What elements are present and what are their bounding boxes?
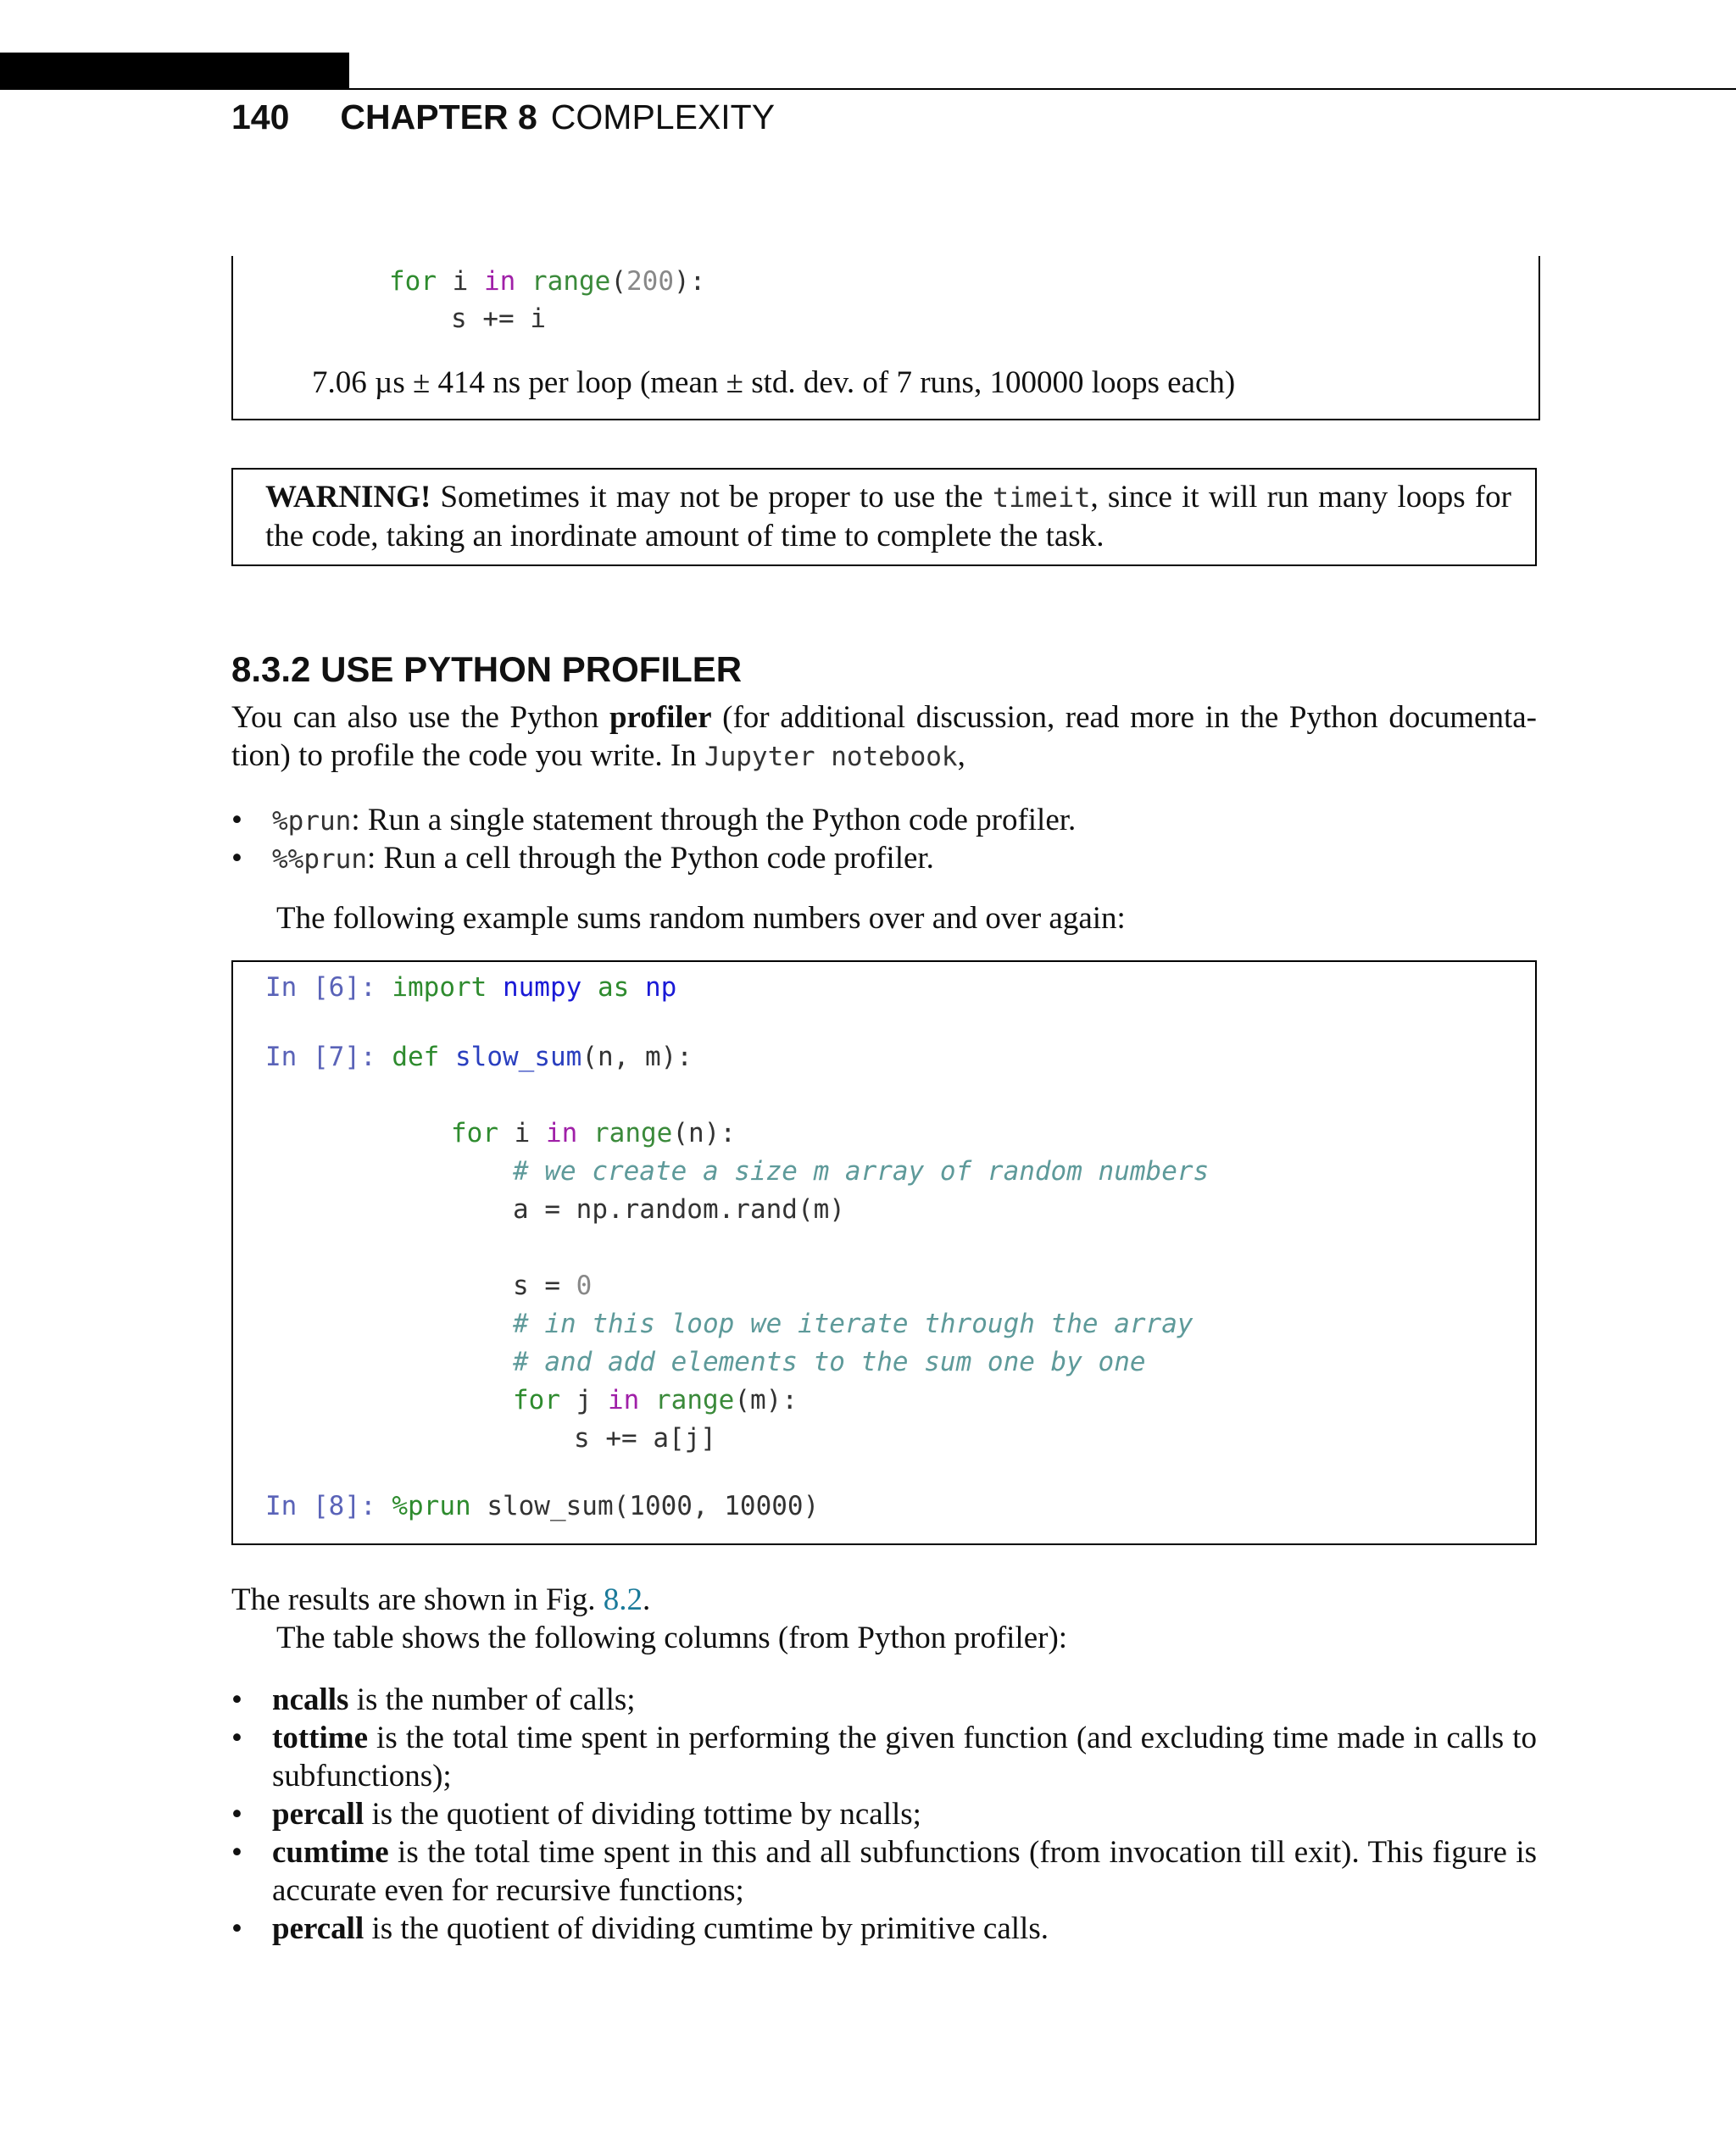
column-term: cumtime <box>272 1835 389 1870</box>
columns-intro: The table shows the following columns (from Python profiler): <box>276 1621 1068 1655</box>
bullet-glyph: • <box>231 1835 242 1870</box>
column-term: percall <box>272 1911 364 1946</box>
code-line-def <box>265 1038 693 1076</box>
chapter-title: COMPLEXITY <box>550 97 776 136</box>
range-args: (m): <box>734 1385 798 1415</box>
running-head <box>231 93 775 141</box>
keyword-in: in <box>608 1385 640 1415</box>
builtin-range: range <box>655 1385 735 1415</box>
code-line-for-range <box>389 263 705 300</box>
bullet-glyph: • <box>231 1911 242 1946</box>
example-intro: The following example sums random numbers over and over again: <box>276 901 1126 936</box>
bullet-glyph: • <box>231 1682 242 1717</box>
bullet-glyph: • <box>231 1797 242 1832</box>
function-args: (n, m): <box>581 1042 693 1072</box>
column-term: percall <box>272 1797 364 1832</box>
inline-code-jupyter: Jupyter notebook <box>704 742 958 772</box>
loop-var: i <box>452 266 469 297</box>
warning-box <box>231 468 1537 566</box>
module-name: numpy <box>502 972 582 1003</box>
section-heading: 8.3.2 USE PYTHON PROFILER <box>231 649 743 689</box>
magic-command: %prun <box>392 1491 471 1521</box>
bullet-glyph: • <box>231 841 242 876</box>
code-output-box <box>231 256 1540 420</box>
list-item-text <box>272 801 1537 841</box>
warning-text <box>265 478 1511 555</box>
list-item-text <box>272 1719 1537 1795</box>
intro-paragraph <box>231 698 1537 776</box>
intro-text: , <box>957 738 965 773</box>
number-literal: 0 <box>576 1271 593 1301</box>
intro-text: You can also use the Python <box>231 700 609 735</box>
builtin-range: range <box>593 1118 673 1148</box>
warning-text-part: , since it will run many loops for the code, taking an inordinate amount of time to complete the task. <box>265 480 1511 553</box>
builtin-range: range <box>531 266 611 297</box>
code-line-assign-array: a = np.random.rand(m) <box>513 1194 845 1225</box>
column-desc: is the quotient of dividing cumtime by primitive calls. <box>364 1911 1049 1946</box>
keyword-for: for <box>513 1385 560 1415</box>
header-black-bar <box>0 53 349 90</box>
list-item-text <box>272 1910 1537 1948</box>
figure-link[interactable]: 8.2 <box>603 1582 643 1617</box>
intro-bold-term: profiler <box>609 700 712 735</box>
code-line-import <box>265 969 676 1006</box>
chapter-label: CHAPTER 8 <box>340 97 537 136</box>
inline-code-prun: %prun <box>272 806 352 837</box>
code-line-accumulate: s += a[j] <box>574 1423 716 1454</box>
list-item-text <box>272 1833 1537 1910</box>
header-rule <box>349 88 1736 90</box>
code-cell-box <box>231 960 1537 1545</box>
function-name: slow_sum <box>455 1042 582 1072</box>
code-line-outer-loop <box>451 1115 736 1152</box>
list-item-desc: : Run a single statement through the Python code profiler. <box>351 803 1077 837</box>
warning-label: WARNING! <box>265 480 431 514</box>
warning-text-part: Sometimes it may not be proper to use the <box>431 480 993 514</box>
column-desc: is the total time spent in performing the given function (and excluding time made in calls to subfunctions); <box>272 1721 1537 1793</box>
keyword-import: import <box>392 972 487 1003</box>
page-number: 140 <box>231 97 290 136</box>
range-args: (n): <box>672 1118 736 1148</box>
results-text: The results are shown in Fig. <box>231 1582 604 1617</box>
list-item-text <box>272 1795 1537 1833</box>
column-term: ncalls <box>272 1682 349 1717</box>
input-prompt: In [6]: <box>265 972 376 1003</box>
code-line-prun <box>265 1488 819 1525</box>
keyword-for: for <box>389 266 437 297</box>
keyword-in: in <box>484 266 516 297</box>
function-call: slow_sum(1000, 10000) <box>470 1491 820 1521</box>
inline-code-timeit: timeit <box>992 481 1091 514</box>
paren-colon: ): <box>674 266 706 297</box>
column-desc: is the number of calls; <box>348 1682 636 1717</box>
code-comment: # and add elements to the sum one by one <box>513 1347 1146 1377</box>
paren: ( <box>610 266 627 297</box>
intro-text: (for additional discussion, read more in the Python documenta- tion) to profile the code you write. In <box>231 700 1537 773</box>
column-term: tottime <box>272 1721 368 1755</box>
keyword-as: as <box>597 972 630 1003</box>
list-item-desc: : Run a cell through the Python code profiler. <box>366 841 934 876</box>
bullet-glyph: • <box>231 803 242 837</box>
loop-var: j <box>576 1385 593 1415</box>
list-item-text <box>272 839 1537 879</box>
bullet-glyph: • <box>231 1721 242 1755</box>
list-item-text <box>272 1681 1537 1719</box>
results-text: . <box>643 1582 651 1617</box>
column-desc: is the quotient of dividing tottime by ncalls; <box>364 1797 921 1832</box>
input-prompt: In [7]: <box>265 1042 376 1072</box>
input-prompt: In [8]: <box>265 1491 376 1521</box>
module-alias: np <box>644 972 677 1003</box>
inline-code-cell-prun: %%prun <box>272 844 367 875</box>
results-paragraph <box>231 1581 650 1619</box>
keyword-def: def <box>392 1042 440 1072</box>
code-line-accumulate: s += i <box>451 303 546 334</box>
column-desc: is the total time spent in this and all subfunctions (from invocation till exit). This figure is accurate even for recursive functions; <box>272 1835 1537 1908</box>
keyword-in: in <box>546 1118 578 1148</box>
code-line-init-sum <box>513 1267 592 1304</box>
keyword-for: for <box>451 1118 498 1148</box>
assign-lhs: s = <box>513 1271 576 1301</box>
code-comment: # in this loop we iterate through the array <box>513 1309 1194 1339</box>
number-literal: 200 <box>626 266 675 297</box>
code-comment: # we create a size m array of random numbers <box>513 1156 1210 1187</box>
timing-output: 7.06 µs ± 414 ns per loop (mean ± std. dev. of 7 runs, 100000 loops each) <box>312 365 1236 400</box>
loop-var: i <box>514 1118 531 1148</box>
code-line-inner-loop <box>513 1382 798 1419</box>
